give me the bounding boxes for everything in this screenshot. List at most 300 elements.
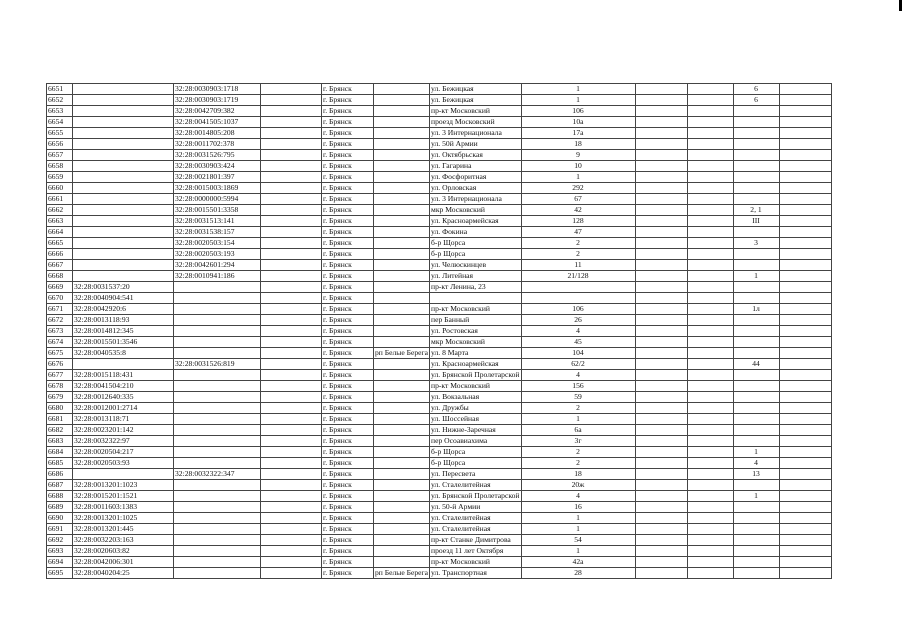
room-number-cell: 4 xyxy=(733,458,779,469)
empty-cell xyxy=(635,227,687,238)
empty-cell xyxy=(687,458,733,469)
house-number-cell: 292 xyxy=(521,183,635,194)
empty-cell xyxy=(261,359,322,370)
empty-cell xyxy=(779,370,831,381)
empty-cell xyxy=(779,194,831,205)
settlement-cell xyxy=(374,403,430,414)
settlement-cell xyxy=(374,535,430,546)
settlement-cell xyxy=(374,238,430,249)
house-number-cell: 3г xyxy=(521,436,635,447)
row-number-cell: 6685 xyxy=(47,458,73,469)
empty-cell xyxy=(635,128,687,139)
building-cadastral-number-cell: 32:28:0020503:154 xyxy=(174,238,261,249)
street-cell: ул. Сталелитейная xyxy=(430,513,521,524)
room-number-cell xyxy=(733,348,779,359)
empty-cell xyxy=(635,117,687,128)
house-number-cell: 2 xyxy=(521,238,635,249)
city-cell: г. Брянск xyxy=(322,557,374,568)
empty-cell xyxy=(635,513,687,524)
house-number-cell: 62/2 xyxy=(521,359,635,370)
row-number-cell: 6660 xyxy=(47,183,73,194)
empty-cell xyxy=(779,117,831,128)
room-number-cell: 3 xyxy=(733,238,779,249)
table-row xyxy=(47,447,832,458)
city-cell: г. Брянск xyxy=(322,337,374,348)
settlement-cell xyxy=(374,161,430,172)
empty-cell xyxy=(635,271,687,282)
empty-cell xyxy=(261,491,322,502)
building-cadastral-number-cell: 32:28:0014805:208 xyxy=(174,128,261,139)
settlement-cell xyxy=(374,546,430,557)
empty-cell xyxy=(635,403,687,414)
empty-cell xyxy=(635,326,687,337)
table-row xyxy=(47,205,832,216)
city-cell: г. Брянск xyxy=(322,447,374,458)
street-cell: ул. Бежицкая xyxy=(430,84,521,95)
building-cadastral-number-cell: 32:28:0015501:3358 xyxy=(174,205,261,216)
street-cell: мкр Московский xyxy=(430,337,521,348)
building-cadastral-number-cell: 32:28:0031538:157 xyxy=(174,227,261,238)
empty-cell xyxy=(687,337,733,348)
empty-cell xyxy=(687,304,733,315)
room-number-cell: 1л xyxy=(733,304,779,315)
table-row xyxy=(47,469,832,480)
city-cell: г. Брянск xyxy=(322,84,374,95)
table-row xyxy=(47,480,832,491)
table-row xyxy=(47,458,832,469)
building-cadastral-number-cell: 32:28:0015003:1869 xyxy=(174,183,261,194)
cadastral-number-cell: 32:28:0042006:301 xyxy=(73,557,174,568)
empty-cell xyxy=(687,282,733,293)
empty-cell xyxy=(779,436,831,447)
empty-cell xyxy=(779,337,831,348)
row-number-cell: 6652 xyxy=(47,95,73,106)
building-cadastral-number-cell xyxy=(174,315,261,326)
empty-cell xyxy=(687,381,733,392)
empty-cell xyxy=(687,436,733,447)
room-number-cell: 44 xyxy=(733,359,779,370)
cadastral-number-cell: 32:28:0013201:445 xyxy=(73,524,174,535)
house-number-cell: 104 xyxy=(521,348,635,359)
house-number-cell: 26 xyxy=(521,315,635,326)
house-number-cell: 1 xyxy=(521,414,635,425)
house-number-cell: 28 xyxy=(521,568,635,579)
room-number-cell xyxy=(733,524,779,535)
building-cadastral-number-cell: 32:28:0011702:378 xyxy=(174,139,261,150)
cadastral-number-cell xyxy=(73,194,174,205)
building-cadastral-number-cell xyxy=(174,414,261,425)
street-cell: ул. 50-й Армии xyxy=(430,502,521,513)
street-cell: ул. Пересвета xyxy=(430,469,521,480)
room-number-cell xyxy=(733,282,779,293)
settlement-cell xyxy=(374,227,430,238)
city-cell: г. Брянск xyxy=(322,535,374,546)
house-number-cell: 59 xyxy=(521,392,635,403)
table-row xyxy=(47,183,832,194)
street-cell: пр-кт Московский xyxy=(430,106,521,117)
empty-cell xyxy=(261,260,322,271)
street-cell: ул. Октябрьская xyxy=(430,150,521,161)
empty-cell xyxy=(261,348,322,359)
settlement-cell xyxy=(374,425,430,436)
empty-cell xyxy=(687,128,733,139)
empty-cell xyxy=(687,271,733,282)
room-number-cell xyxy=(733,249,779,260)
city-cell: г. Брянск xyxy=(322,216,374,227)
room-number-cell xyxy=(733,414,779,425)
house-number-cell: 18 xyxy=(521,469,635,480)
row-number-cell: 6678 xyxy=(47,381,73,392)
row-number-cell: 6689 xyxy=(47,502,73,513)
empty-cell xyxy=(635,392,687,403)
cadastral-number-cell xyxy=(73,238,174,249)
empty-cell xyxy=(261,436,322,447)
building-cadastral-number-cell xyxy=(174,546,261,557)
city-cell: г. Брянск xyxy=(322,227,374,238)
empty-cell xyxy=(635,491,687,502)
empty-cell xyxy=(261,469,322,480)
row-number-cell: 6686 xyxy=(47,469,73,480)
row-number-cell: 6674 xyxy=(47,337,73,348)
building-cadastral-number-cell: 32:28:0042601:294 xyxy=(174,260,261,271)
empty-cell xyxy=(635,337,687,348)
empty-cell xyxy=(635,84,687,95)
room-number-cell xyxy=(733,480,779,491)
empty-cell xyxy=(779,447,831,458)
city-cell: г. Брянск xyxy=(322,546,374,557)
empty-cell xyxy=(261,216,322,227)
row-number-cell: 6651 xyxy=(47,84,73,95)
row-number-cell: 6692 xyxy=(47,535,73,546)
row-number-cell: 6655 xyxy=(47,128,73,139)
empty-cell xyxy=(635,238,687,249)
table-row xyxy=(47,414,832,425)
city-cell: г. Брянск xyxy=(322,249,374,260)
street-cell: пр-кт Ленина, 23 xyxy=(430,282,521,293)
cadastral-number-cell: 32:28:0015501:3546 xyxy=(73,337,174,348)
settlement-cell: рп Белые Берега xyxy=(375,348,429,357)
empty-cell xyxy=(261,392,322,403)
room-number-cell xyxy=(733,117,779,128)
city-cell: г. Брянск xyxy=(322,502,374,513)
settlement-cell xyxy=(374,106,430,117)
empty-cell xyxy=(779,480,831,491)
empty-cell xyxy=(261,403,322,414)
row-number-cell: 6688 xyxy=(47,491,73,502)
row-number-cell: 6658 xyxy=(47,161,73,172)
street-cell: проезд Московский xyxy=(430,117,521,128)
table-row xyxy=(47,381,832,392)
cadastral-number-cell xyxy=(73,469,174,480)
empty-cell xyxy=(779,249,831,260)
building-cadastral-number-cell: 32:28:0042709:382 xyxy=(174,106,261,117)
street-cell: ул. Орловская xyxy=(430,183,521,194)
table-row xyxy=(47,557,832,568)
table-row xyxy=(47,282,832,293)
building-cadastral-number-cell xyxy=(174,326,261,337)
empty-cell xyxy=(635,205,687,216)
empty-cell xyxy=(687,535,733,546)
room-number-cell xyxy=(733,172,779,183)
cadastral-number-cell xyxy=(73,139,174,150)
table-row xyxy=(47,359,832,370)
empty-cell xyxy=(261,546,322,557)
city-cell: г. Брянск xyxy=(322,469,374,480)
room-number-cell xyxy=(733,227,779,238)
street-cell: ул. Бежицкая xyxy=(430,95,521,106)
empty-cell xyxy=(635,194,687,205)
table-row xyxy=(47,436,832,447)
empty-cell xyxy=(635,502,687,513)
empty-cell xyxy=(635,183,687,194)
room-number-cell xyxy=(733,403,779,414)
empty-cell xyxy=(635,568,687,579)
city-cell: г. Брянск xyxy=(322,315,374,326)
house-number-cell: 1 xyxy=(521,513,635,524)
cadastral-number-cell xyxy=(73,271,174,282)
street-cell: ул. Фокина xyxy=(430,227,521,238)
street-cell: ул. Красноармейская xyxy=(430,216,521,227)
building-cadastral-number-cell xyxy=(174,436,261,447)
street-cell: ул. Брянской Пролетарской xyxy=(431,491,520,500)
cadastral-number-cell xyxy=(73,117,174,128)
empty-cell xyxy=(261,304,322,315)
cadastral-number-cell xyxy=(73,216,174,227)
empty-cell xyxy=(635,425,687,436)
house-number-cell: 4 xyxy=(521,326,635,337)
settlement-cell xyxy=(374,117,430,128)
building-cadastral-number-cell xyxy=(174,425,261,436)
city-cell: г. Брянск xyxy=(322,293,374,304)
city-cell: г. Брянск xyxy=(322,414,374,425)
city-cell: г. Брянск xyxy=(322,458,374,469)
empty-cell xyxy=(261,381,322,392)
empty-cell xyxy=(779,513,831,524)
empty-cell xyxy=(779,282,831,293)
room-number-cell xyxy=(733,546,779,557)
cadastral-number-cell: 32:28:0020504:217 xyxy=(73,447,174,458)
cadastral-number-cell: 32:28:0011603:1383 xyxy=(73,502,174,513)
street-cell: ул. Транспортная xyxy=(430,568,521,579)
empty-cell xyxy=(635,172,687,183)
house-number-cell: 156 xyxy=(521,381,635,392)
house-number-cell: 2 xyxy=(521,458,635,469)
row-number-cell: 6679 xyxy=(47,392,73,403)
empty-cell xyxy=(779,293,831,304)
room-number-cell xyxy=(733,502,779,513)
room-number-cell xyxy=(733,557,779,568)
empty-cell xyxy=(779,568,831,579)
settlement-cell xyxy=(374,139,430,150)
house-number-cell: 1 xyxy=(521,172,635,183)
table-row xyxy=(47,161,832,172)
street-cell: ул. Брянской Пролетарской xyxy=(431,370,520,379)
cadastral-number-cell xyxy=(73,161,174,172)
empty-cell xyxy=(687,370,733,381)
cadastral-number-cell xyxy=(73,172,174,183)
empty-cell xyxy=(261,557,322,568)
table-row xyxy=(47,172,832,183)
table-row xyxy=(47,568,832,579)
cadastral-number-cell: 32:28:0020503:93 xyxy=(73,458,174,469)
city-cell: г. Брянск xyxy=(322,194,374,205)
cadastral-number-cell: 32:28:0040904:541 xyxy=(73,293,174,304)
building-cadastral-number-cell: 32:28:0031526:819 xyxy=(174,359,261,370)
row-number-cell: 6671 xyxy=(47,304,73,315)
empty-cell xyxy=(261,249,322,260)
empty-cell xyxy=(779,546,831,557)
empty-cell xyxy=(635,458,687,469)
cadastral-number-cell: 32:28:0013118:71 xyxy=(73,414,174,425)
cadastral-number-cell: 32:28:0015118:431 xyxy=(73,370,174,381)
house-number-cell: 4 xyxy=(521,370,635,381)
cadastral-number-cell: 32:28:0015201:1521 xyxy=(73,491,174,502)
room-number-cell xyxy=(733,150,779,161)
street-cell: пр-кт Московский xyxy=(430,381,521,392)
room-number-cell xyxy=(733,194,779,205)
settlement-cell xyxy=(374,304,430,315)
street-cell: ул. Дружбы xyxy=(430,403,521,414)
cadastral-number-cell: 32:28:0023201:142 xyxy=(73,425,174,436)
room-number-cell xyxy=(733,535,779,546)
room-number-cell xyxy=(733,370,779,381)
empty-cell xyxy=(687,249,733,260)
empty-cell xyxy=(635,249,687,260)
settlement-cell xyxy=(374,502,430,513)
empty-cell xyxy=(635,260,687,271)
empty-cell xyxy=(635,524,687,535)
row-number-cell: 6654 xyxy=(47,117,73,128)
street-cell: пр-кт Московский xyxy=(430,304,521,315)
house-number-cell: 10 xyxy=(521,161,635,172)
empty-cell xyxy=(261,425,322,436)
settlement-cell xyxy=(374,447,430,458)
street-cell: б-р Щорса xyxy=(430,458,521,469)
row-number-cell: 6670 xyxy=(47,293,73,304)
empty-cell xyxy=(261,337,322,348)
house-number-cell: 2 xyxy=(521,403,635,414)
city-cell: г. Брянск xyxy=(322,359,374,370)
house-number-cell: 106 xyxy=(521,304,635,315)
table-row xyxy=(47,106,832,117)
table-row xyxy=(47,337,832,348)
empty-cell xyxy=(779,183,831,194)
table-row xyxy=(47,524,832,535)
cadastral-number-cell: 32:28:0040204:25 xyxy=(73,568,174,579)
settlement-cell xyxy=(374,95,430,106)
street-cell: б-р Щорса xyxy=(430,447,521,458)
row-number-cell: 6677 xyxy=(47,370,73,381)
table-row xyxy=(47,293,832,304)
empty-cell xyxy=(635,469,687,480)
row-number-cell: 6691 xyxy=(47,524,73,535)
room-number-cell: 6 xyxy=(733,95,779,106)
building-cadastral-number-cell xyxy=(174,348,261,359)
empty-cell xyxy=(635,480,687,491)
settlement-cell xyxy=(374,337,430,348)
empty-cell xyxy=(261,150,322,161)
city-cell: г. Брянск xyxy=(322,282,374,293)
house-number-cell: 67 xyxy=(521,194,635,205)
empty-cell xyxy=(687,150,733,161)
building-cadastral-number-cell xyxy=(174,304,261,315)
building-cadastral-number-cell xyxy=(174,458,261,469)
empty-cell xyxy=(635,370,687,381)
empty-cell xyxy=(261,183,322,194)
cadastral-number-cell xyxy=(73,95,174,106)
table-row xyxy=(47,227,832,238)
empty-cell xyxy=(687,84,733,95)
cadastral-number-cell: 32:28:0013118:93 xyxy=(73,315,174,326)
building-cadastral-number-cell xyxy=(174,370,261,381)
empty-cell xyxy=(779,469,831,480)
cadastral-number-cell: 32:28:0012001:2714 xyxy=(73,403,174,414)
street-cell xyxy=(430,293,521,304)
city-cell: г. Брянск xyxy=(322,392,374,403)
row-number-cell: 6665 xyxy=(47,238,73,249)
building-cadastral-number-cell: 32:28:0030903:424 xyxy=(174,161,261,172)
room-number-cell: III xyxy=(733,216,779,227)
settlement-cell xyxy=(374,513,430,524)
house-number-cell: 16 xyxy=(521,502,635,513)
city-cell: г. Брянск xyxy=(322,271,374,282)
cadastral-number-cell: 32:28:0020603:82 xyxy=(73,546,174,557)
building-cadastral-number-cell xyxy=(174,381,261,392)
empty-cell xyxy=(261,524,322,535)
cadastral-number-cell xyxy=(73,205,174,216)
house-number-cell: 45 xyxy=(521,337,635,348)
row-number-cell: 6680 xyxy=(47,403,73,414)
table-row xyxy=(47,304,832,315)
settlement-cell xyxy=(374,458,430,469)
street-cell: пер Осоавиахима xyxy=(430,436,521,447)
empty-cell xyxy=(779,557,831,568)
settlement-cell xyxy=(374,216,430,227)
building-cadastral-number-cell: 32:28:0030903:1718 xyxy=(174,84,261,95)
street-cell: ул. 3 Интернационала xyxy=(430,128,521,139)
house-number-cell: 42 xyxy=(521,205,635,216)
house-number-cell xyxy=(521,293,635,304)
settlement-cell xyxy=(374,293,430,304)
cadastral-number-cell xyxy=(73,150,174,161)
empty-cell xyxy=(635,546,687,557)
street-cell: мкр Московский xyxy=(430,205,521,216)
settlement-cell xyxy=(374,315,430,326)
room-number-cell: 2, 1 xyxy=(733,205,779,216)
city-cell: г. Брянск xyxy=(322,150,374,161)
empty-cell xyxy=(687,326,733,337)
empty-cell xyxy=(261,95,322,106)
empty-cell xyxy=(687,194,733,205)
street-cell: ул. Литейная xyxy=(430,271,521,282)
room-number-cell xyxy=(733,183,779,194)
city-cell: г. Брянск xyxy=(322,205,374,216)
empty-cell xyxy=(261,458,322,469)
building-cadastral-number-cell: 32:28:0021801:397 xyxy=(174,172,261,183)
empty-cell xyxy=(779,205,831,216)
building-cadastral-number-cell xyxy=(174,403,261,414)
settlement-cell xyxy=(374,249,430,260)
empty-cell xyxy=(261,128,322,139)
cadastral-number-cell: 32:28:0032322:97 xyxy=(73,436,174,447)
empty-cell xyxy=(261,502,322,513)
table-row xyxy=(47,84,832,95)
empty-cell xyxy=(779,227,831,238)
empty-cell xyxy=(687,392,733,403)
empty-cell xyxy=(687,117,733,128)
building-cadastral-number-cell xyxy=(174,568,261,579)
building-cadastral-number-cell: 32:28:0031526:795 xyxy=(174,150,261,161)
